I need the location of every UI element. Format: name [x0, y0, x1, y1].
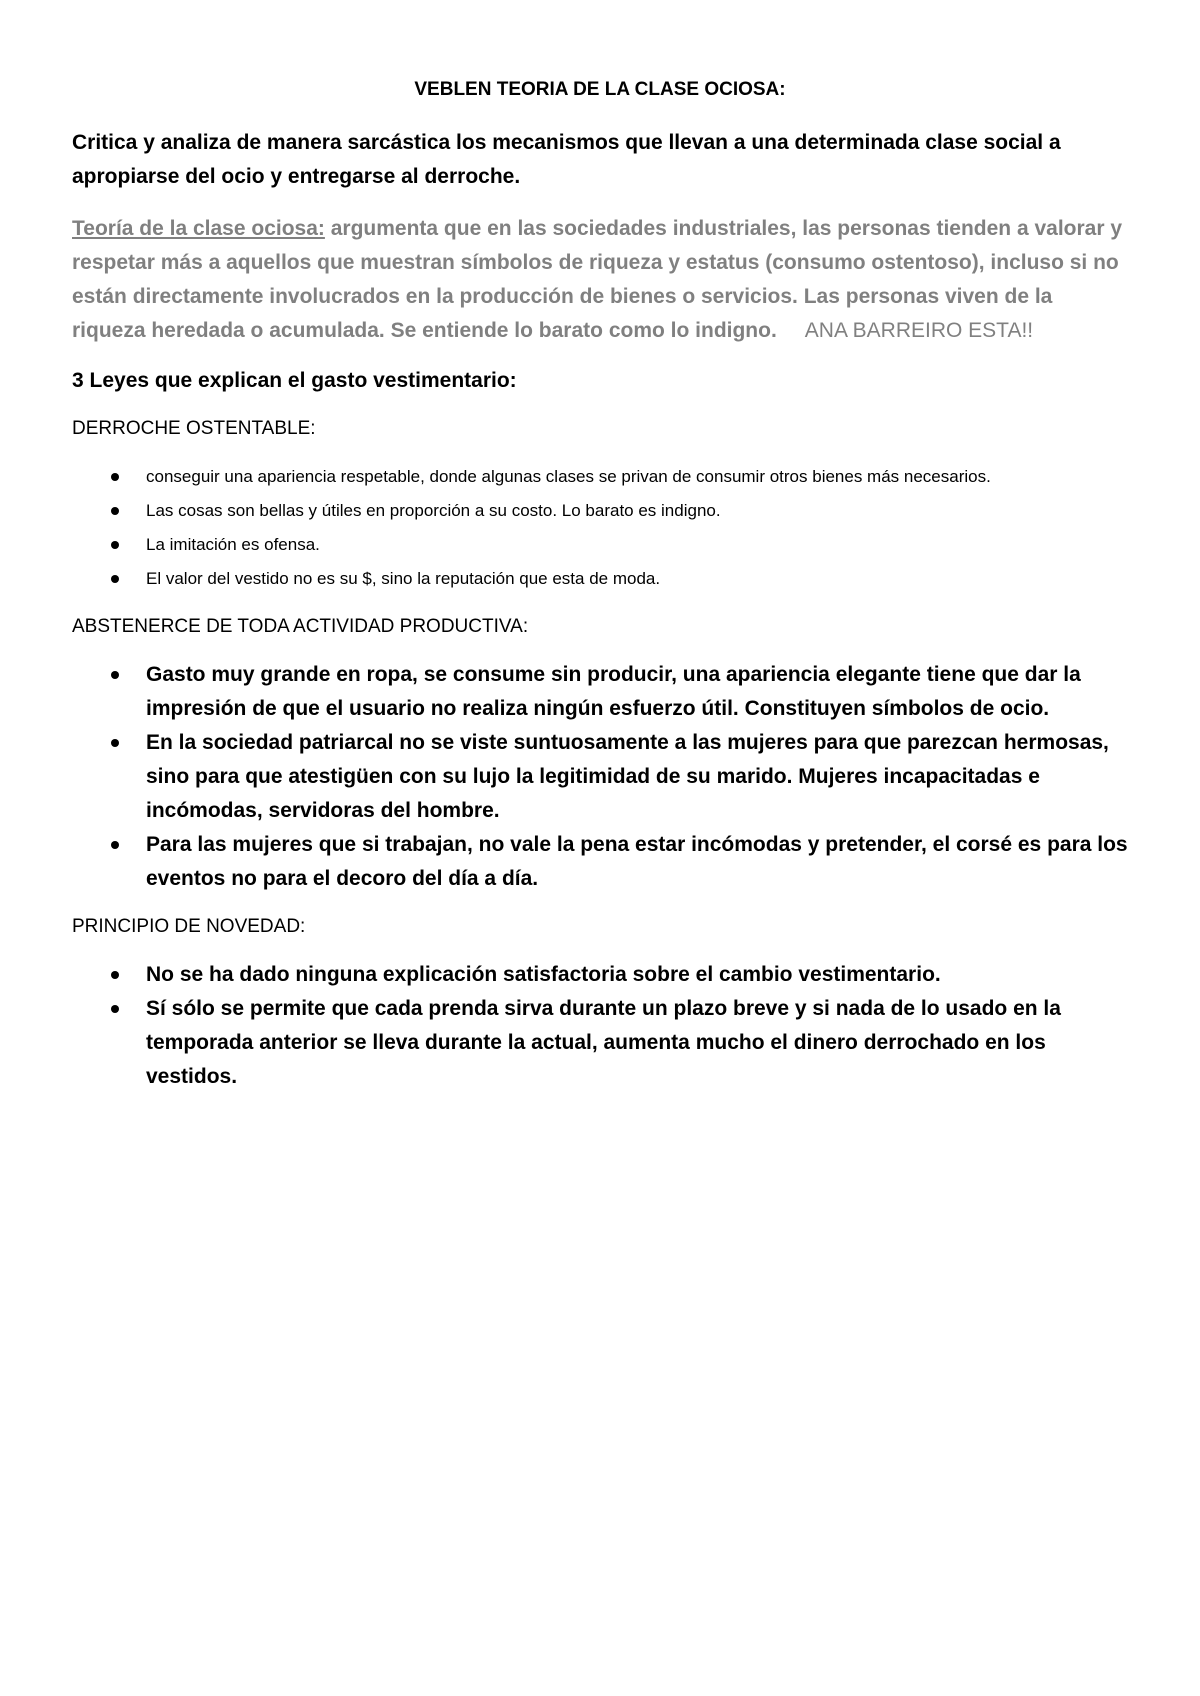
- bullet-dot-icon: [111, 541, 119, 549]
- list-item-text: Gasto muy grande en ropa, se consume sin producir, una apariencia elegante tiene que dar la impresión de que el usuario no realiza ningún esfuerzo útil. Constituyen símbolos de ocio.: [146, 663, 1081, 720]
- bullet-dot-icon: [111, 971, 119, 979]
- list-item: [72, 460, 1128, 494]
- bullet-dot-icon: [111, 671, 119, 679]
- section-heading-derroche: DERROCHE OSTENTABLE:: [72, 418, 316, 439]
- list-item-text: La imitación es ofensa.: [146, 535, 320, 554]
- bullet-dot-icon: [111, 1005, 119, 1013]
- bullet-dot-icon: [111, 473, 119, 481]
- list-item: [72, 562, 1128, 596]
- list-item: [72, 494, 1128, 528]
- document-title: VEBLEN TEORIA DE LA CLASE OCIOSA:: [414, 79, 786, 100]
- list-item-text: Para las mujeres que si trabajan, no vale la pena estar incómodas y pretender, el corsé es para los eventos no para el decoro del día a día.: [146, 833, 1128, 890]
- bullet-list-abstenerce: [72, 658, 1128, 896]
- list-item: [72, 658, 1128, 726]
- list-item-text: En la sociedad patriarcal no se viste suntuosamente a las mujeres para que parezcan hermosas, sino para que atestigüen con su lujo la legitimidad de su marido. Mujeres incapacitadas e incómodas, servidoras del hombre.: [146, 731, 1109, 822]
- bullet-dot-icon: [111, 507, 119, 515]
- bullet-dot-icon: [111, 575, 119, 583]
- theory-paragraph: [72, 212, 1128, 348]
- section-heading-novedad: PRINCIPIO DE NOVEDAD:: [72, 916, 306, 937]
- list-item-text: conseguir una apariencia respetable, donde algunas clases se privan de consumir otros bienes más necesarios.: [146, 467, 991, 486]
- list-item: [72, 828, 1128, 896]
- list-item: [72, 726, 1128, 828]
- laws-heading: 3 Leyes que explican el gasto vestimentario:: [72, 369, 517, 392]
- section-heading-abstenerce: ABSTENERCE DE TODA ACTIVIDAD PRODUCTIVA:: [72, 616, 529, 637]
- list-item-text: Sí sólo se permite que cada prenda sirva durante un plazo breve y si nada de lo usado en la temporada anterior se lleva durante la actual, aumenta mucho el dinero derrochado en los vestidos.: [146, 997, 1061, 1088]
- bullet-dot-icon: [111, 841, 119, 849]
- list-item-text: Las cosas son bellas y útiles en proporción a su costo. Lo barato es indigno.: [146, 501, 721, 520]
- bullet-list-novedad: [72, 958, 1128, 1094]
- intro-paragraph: Critica y analiza de manera sarcástica los mecanismos que llevan a una determinada clase social a apropiarse del ocio y entregarse al derroche.: [72, 131, 1061, 188]
- list-item: [72, 992, 1128, 1094]
- list-item: [72, 958, 1128, 992]
- bullet-dot-icon: [111, 739, 119, 747]
- list-item-text: El valor del vestido no es su $, sino la reputación que esta de moda.: [146, 569, 661, 588]
- theory-text: argumenta que en las sociedades industriales, las personas tienden a valorar y respetar más a aquellos que muestran símbolos de riqueza y estatus (consumo ostentoso), incluso si no están directamente involucrados en la producción de bienes o servicios. Las personas viven de la riqueza heredada o acumulada. Se entiende lo barato como lo indigno.: [72, 217, 1123, 342]
- theory-note: ANA BARREIRO ESTA!!: [804, 319, 1034, 342]
- theory-term: Teoría de la clase ociosa:: [72, 217, 325, 240]
- bullet-list-derroche: [72, 460, 1128, 596]
- list-item-text: No se ha dado ninguna explicación satisfactoria sobre el cambio vestimentario.: [146, 963, 941, 986]
- list-item: [72, 528, 1128, 562]
